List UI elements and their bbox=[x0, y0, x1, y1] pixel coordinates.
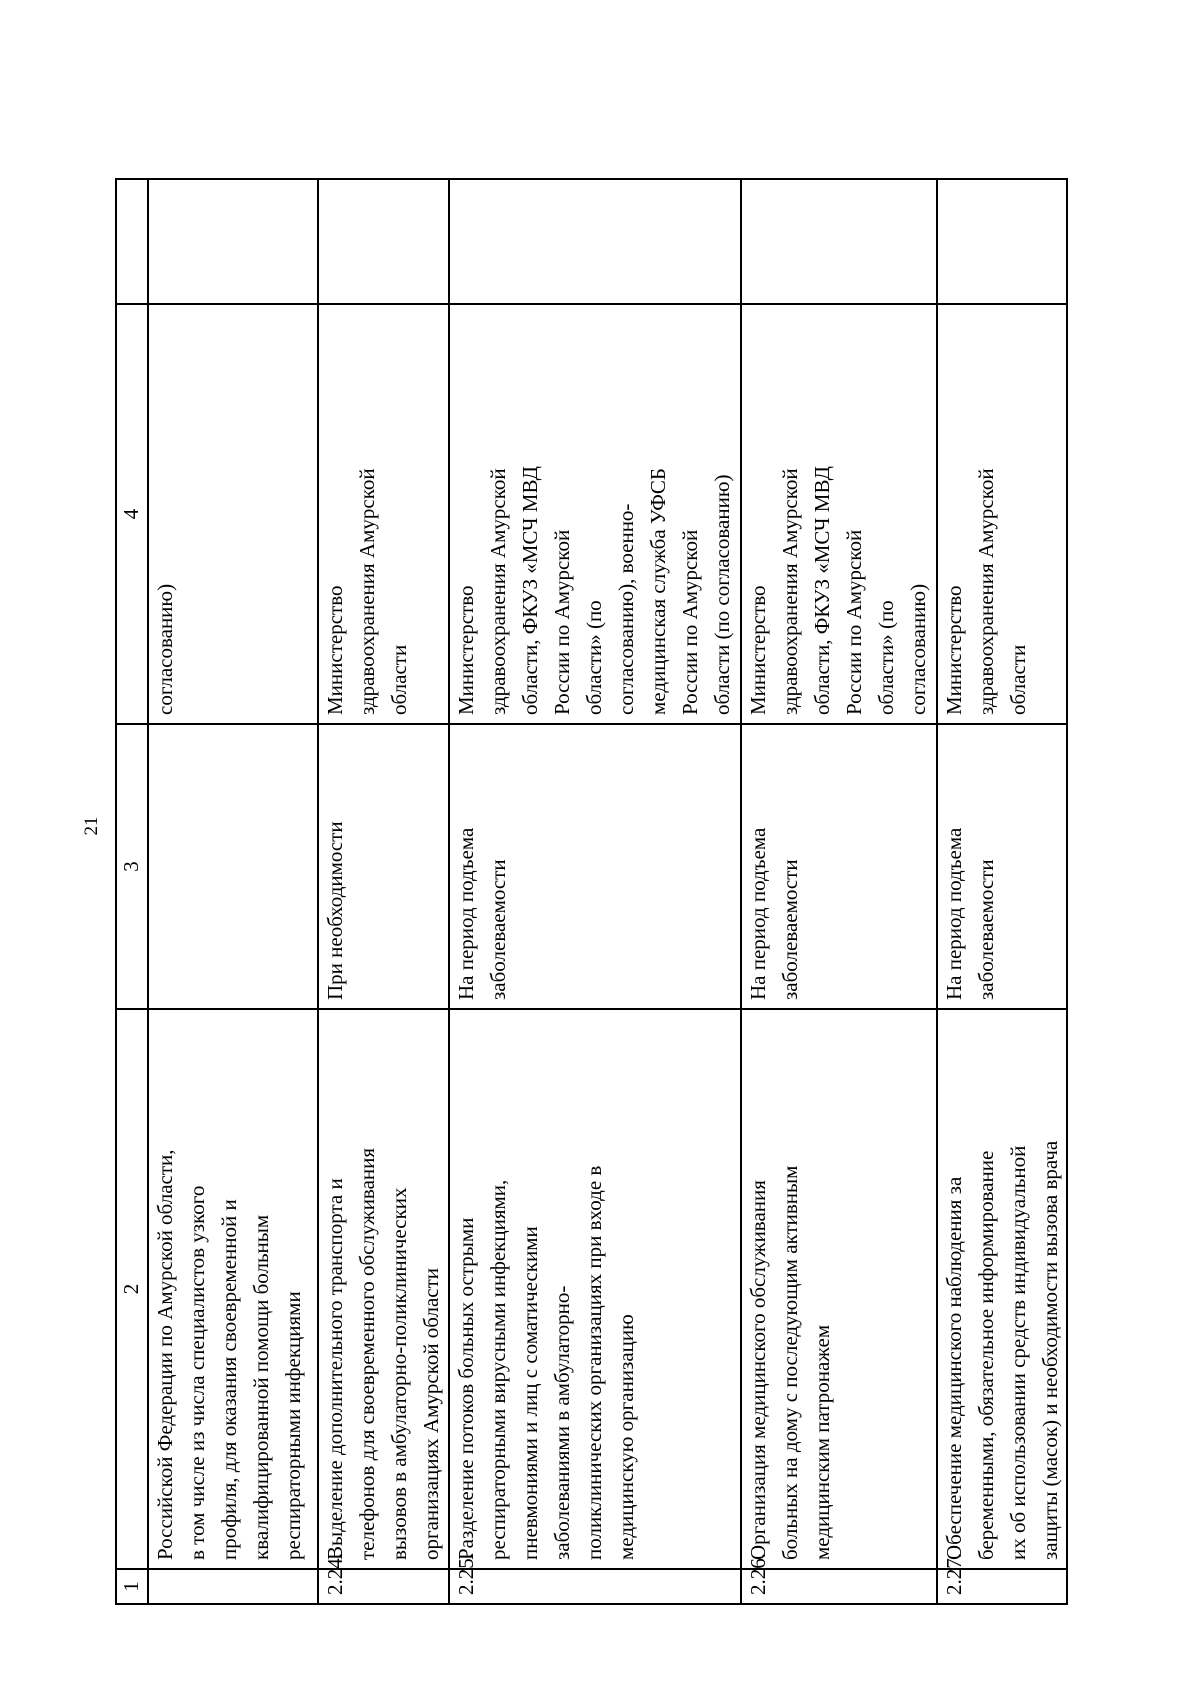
term-cell: На период подъема заболеваемости bbox=[741, 724, 937, 1009]
header-col-3: 3 bbox=[116, 724, 148, 1009]
table-row bbox=[741, 179, 937, 1604]
measure-cell: Российской Федерации по Амурской области, в том числе из числа специалистов узкого профиля, для оказания своевременной и квалифицированной помощи больным респираторными инфекциями bbox=[148, 1009, 318, 1569]
row-number: 2.24. bbox=[318, 1569, 449, 1604]
term-cell: На период подъема заболеваемости bbox=[937, 724, 1067, 1009]
header-col-2: 2 bbox=[116, 1009, 148, 1569]
measure-cell: Организация медицинского обслуживания больных на дому с последующим активным медицинским патронажем bbox=[741, 1009, 937, 1569]
extra-cell bbox=[937, 179, 1067, 304]
header-col-1: 1 bbox=[116, 1569, 148, 1604]
extra-cell bbox=[318, 179, 449, 304]
page-number: 21 bbox=[81, 816, 102, 836]
measures-table bbox=[115, 178, 1068, 1605]
row-number: 2.26. bbox=[741, 1569, 937, 1604]
executor-cell: Министерство здравоохранения Амурской области, ФКУЗ «МСЧ МВД России по Амурской области» (по согласованию) bbox=[741, 304, 937, 724]
term-cell: При необходимости bbox=[318, 724, 449, 1009]
executor-cell: Министерство здравоохранения Амурской области bbox=[318, 304, 449, 724]
term-cell: На период подъема заболеваемости bbox=[449, 724, 741, 1009]
measure-cell: Разделение потоков больных острыми респираторными вирусными инфекциями, пневмониями и лиц с соматическими заболеваниями в амбулаторно- поликлинических организациях при входе в медицинскую организацию bbox=[449, 1009, 741, 1569]
term-cell bbox=[148, 724, 318, 1009]
table-header-row bbox=[116, 179, 148, 1604]
measure-cell: Обеспечение медицинского наблюдения за беременными, обязательное информирование их об использовании средств индивидуальной защиты (масок) и необходимости вызова врача bbox=[937, 1009, 1067, 1569]
header-col-5 bbox=[116, 179, 148, 304]
extra-cell bbox=[148, 179, 318, 304]
measure-cell: Выделение дополнительного транспорта и телефонов для своевременного обслуживания вызовов в амбулаторно-поликлинических организациях Амурской области bbox=[318, 1009, 449, 1569]
row-number bbox=[148, 1569, 318, 1604]
extra-cell bbox=[449, 179, 741, 304]
row-number: 2.25. bbox=[449, 1569, 741, 1604]
table-row bbox=[318, 179, 449, 1604]
executor-cell: Министерство здравоохранения Амурской области, ФКУЗ «МСЧ МВД России по Амурской области» (по согласованию), военно- медицинская служба УФСБ России по Амурской области (по согласованию) bbox=[449, 304, 741, 724]
row-number: 2.27. bbox=[937, 1569, 1067, 1604]
executor-cell: согласованию) bbox=[148, 304, 318, 724]
table-row bbox=[937, 179, 1067, 1604]
header-col-4: 4 bbox=[116, 304, 148, 724]
table-row bbox=[449, 179, 741, 1604]
table-row bbox=[148, 179, 318, 1604]
rotated-table-container bbox=[115, 180, 1095, 1605]
executor-cell: Министерство здравоохранения Амурской области bbox=[937, 304, 1067, 724]
extra-cell bbox=[741, 179, 937, 304]
